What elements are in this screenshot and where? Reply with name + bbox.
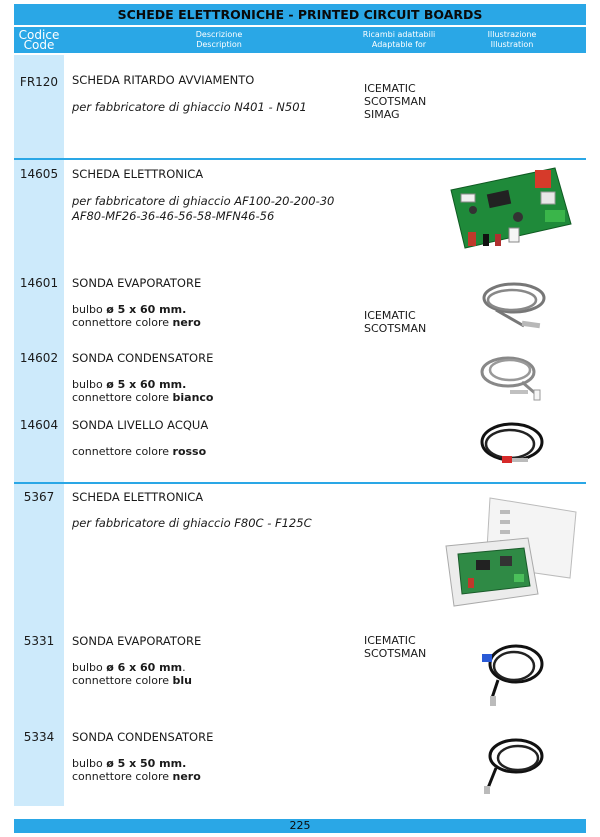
item-code: 5331 bbox=[23, 634, 55, 648]
item-name: SCHEDA ELETTRONICA bbox=[72, 167, 204, 181]
item-name: SONDA EVAPORATORE bbox=[72, 634, 202, 648]
item-spec: bulbo ø 6 x 60 mm. connettore colore blu bbox=[72, 661, 192, 687]
probe-black-illustration bbox=[476, 732, 548, 794]
header-description: Descrizione Description bbox=[195, 30, 243, 49]
page-number: 225 bbox=[14, 819, 586, 833]
item-code: 5334 bbox=[23, 730, 55, 744]
probe-black-red-illustration bbox=[470, 414, 550, 474]
item-name: SCHEDA RITARDO AVVIAMENTO bbox=[72, 73, 255, 87]
item-code: FR120 bbox=[19, 75, 59, 89]
item-name: SCHEDA ELETTRONICA bbox=[72, 490, 204, 504]
header-illustration: Illustrazione Illustration bbox=[487, 30, 537, 49]
item-code: 14605 bbox=[19, 167, 59, 181]
header-adaptable: Ricambi adattabili Adaptable for bbox=[362, 30, 436, 49]
item-subtitle: per fabbricatore di ghiaccio F80C - F125C bbox=[72, 516, 312, 530]
item-code: 14604 bbox=[19, 418, 59, 432]
item-spec: connettore colore rosso bbox=[72, 445, 207, 458]
table-header bbox=[14, 27, 586, 53]
probe-gray-illustration bbox=[466, 350, 550, 402]
board-box-illustration bbox=[440, 494, 582, 612]
page-title: SCHEDE ELETTRONICHE - PRINTED CIRCUIT BOARDS bbox=[14, 4, 586, 25]
item-code: 5367 bbox=[23, 490, 55, 504]
adaptable-list: ICEMATIC SCOTSMAN bbox=[364, 309, 427, 335]
item-spec: bulbo ø 5 x 60 mm. connettore colore bianco bbox=[72, 378, 214, 404]
item-subtitle: per fabbricatore di ghiaccio N401 - N501 bbox=[72, 100, 307, 114]
item-code: 14602 bbox=[19, 351, 59, 365]
probe-black-blue-illustration bbox=[476, 638, 548, 708]
item-code: 14601 bbox=[19, 276, 59, 290]
adaptable-list: ICEMATIC SCOTSMAN SIMAG bbox=[364, 82, 427, 121]
circuit-board-illustration bbox=[443, 162, 575, 252]
item-name: SONDA CONDENSATORE bbox=[72, 351, 214, 365]
item-name: SONDA LIVELLO ACQUA bbox=[72, 418, 209, 432]
item-name: SONDA EVAPORATORE bbox=[72, 276, 202, 290]
item-spec: bulbo ø 5 x 50 mm. connettore colore nero bbox=[72, 757, 201, 783]
header-code: Codice Code bbox=[18, 28, 60, 52]
adaptable-list: ICEMATIC SCOTSMAN bbox=[364, 634, 427, 660]
item-spec: bulbo ø 5 x 60 mm. connettore colore nero bbox=[72, 303, 201, 329]
item-subtitle: per fabbricatore di ghiaccio AF100-20-200-30 AF80-MF26-36-46-56-58-MFN46-56 bbox=[72, 194, 335, 223]
item-name: SONDA CONDENSATORE bbox=[72, 730, 214, 744]
probe-gray-illustration bbox=[466, 278, 550, 332]
